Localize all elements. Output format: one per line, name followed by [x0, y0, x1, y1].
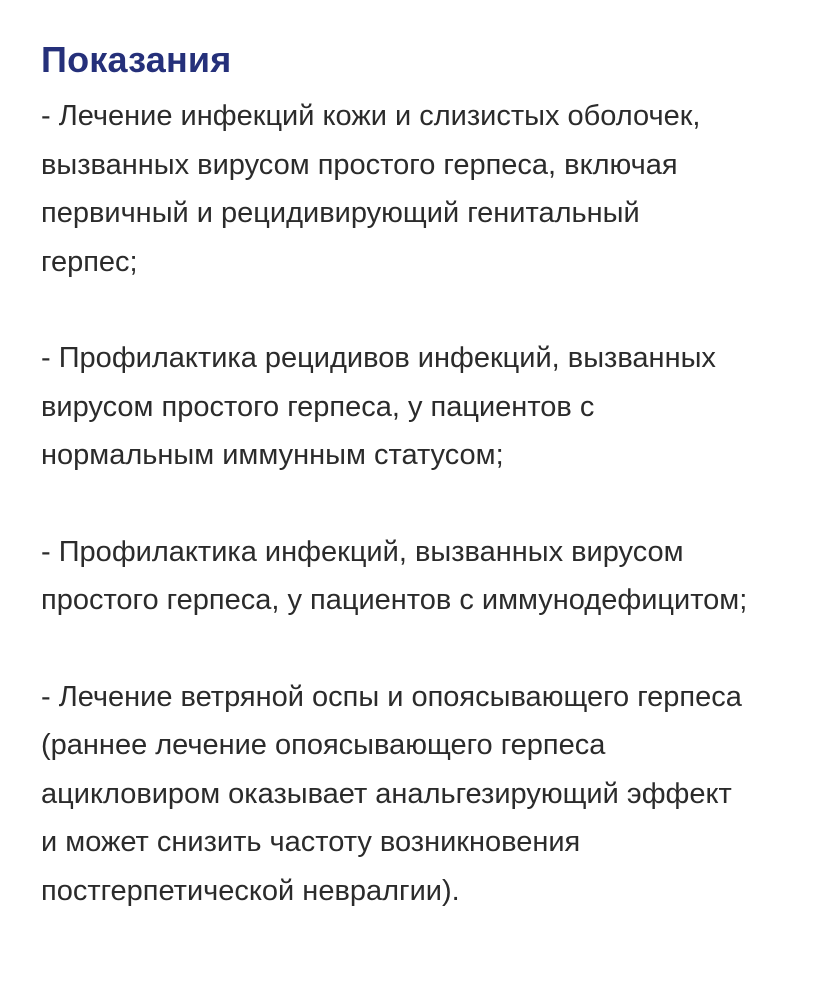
- indication-item-prevention-relapse: - Профилактика рецидивов инфекций, вызванных вирусом простого герпеса, у пациентов с нормальным иммунным статусом;: [41, 342, 716, 471]
- indication-item-prevention-immunodeficient: - Профилактика инфекций, вызванных вирусом простого герпеса, у пациентов с иммунодефицитом;: [41, 535, 748, 616]
- indication-item-varicella-zoster: - Лечение ветряной оспы и опоясывающего герпеса (раннее лечение опоясывающего герпеса ацикловиром оказывает анальгезирующий эффект и может снизить частоту возникновения постгерпетической невралгии).: [41, 680, 742, 907]
- indication-item-treatment-hsv: - Лечение инфекций кожи и слизистых оболочек, вызванных вирусом простого герпеса, включая первичный и рецидивирующий генитальный герпес;: [41, 100, 701, 278]
- section-title: Показания: [41, 39, 232, 80]
- indications-section: [41, 36, 826, 915]
- indication-list: [41, 92, 826, 915]
